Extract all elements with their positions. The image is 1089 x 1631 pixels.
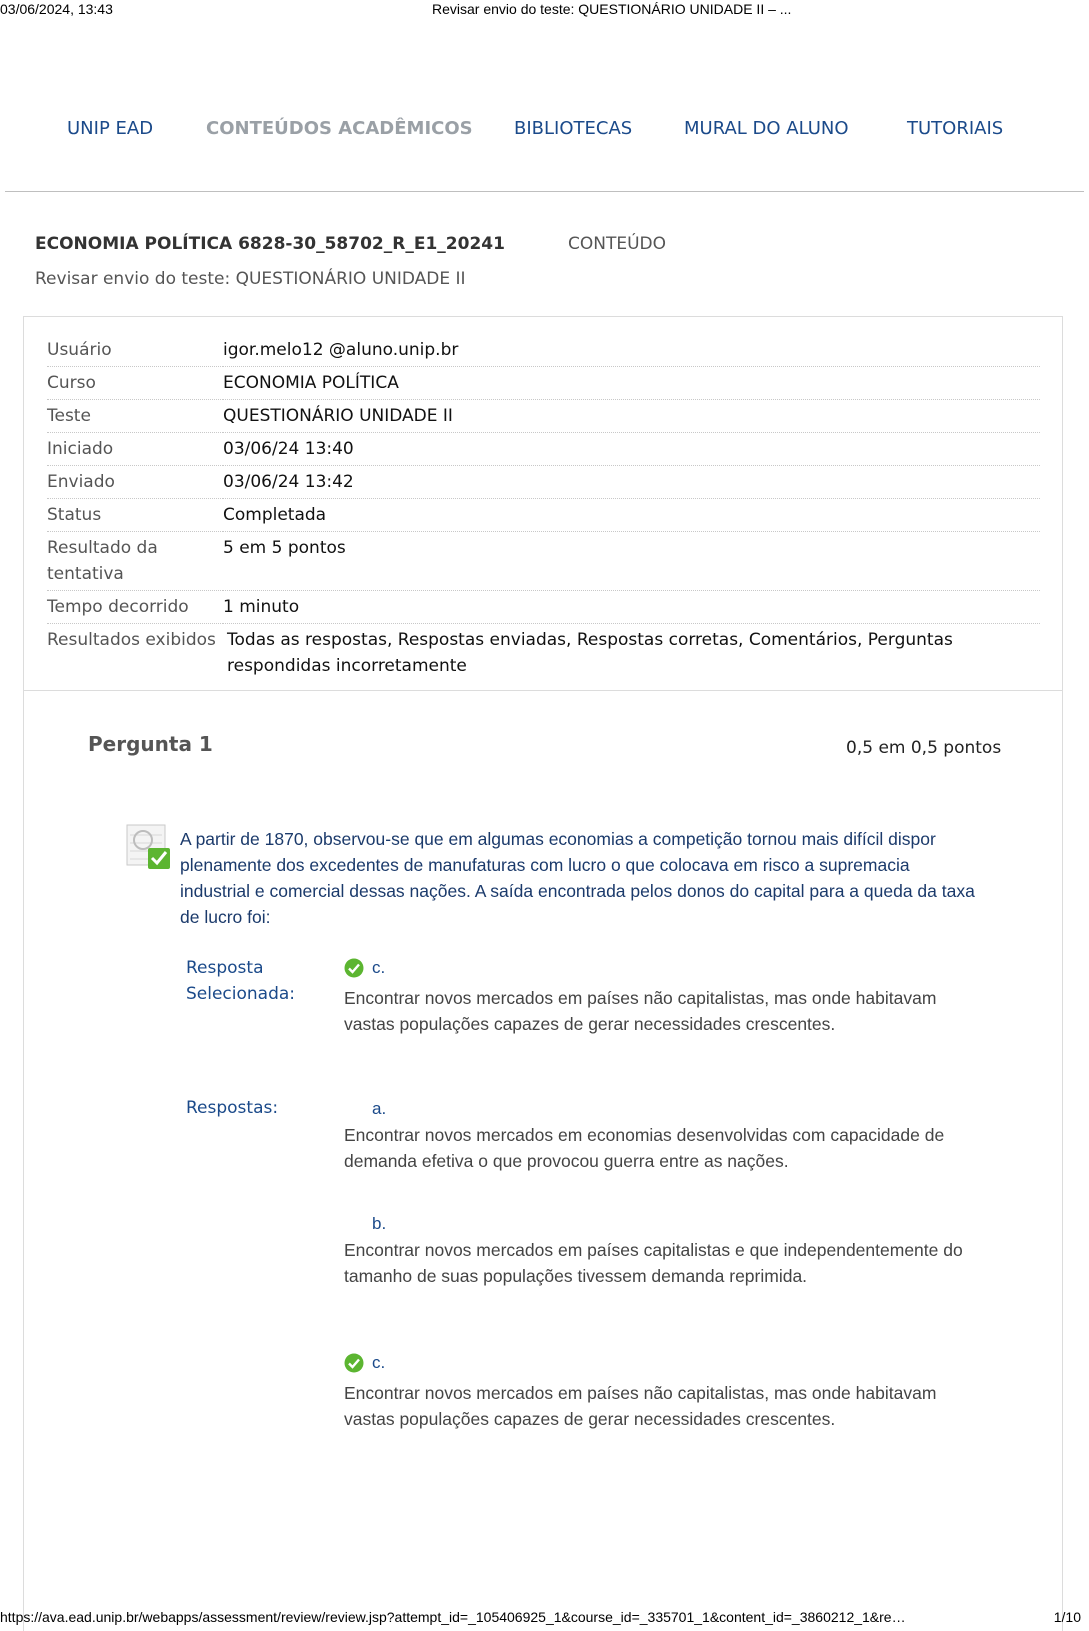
info-label: Tempo decorrido [47,591,223,624]
answer-text: Encontrar novos mercados em economias desenvolvidas com capacidade de demanda efetiva o que provocou guerra entre as nações. [344,1125,945,1171]
attempt-info-table [47,334,1040,682]
answers-label: Respostas: [186,1098,279,1118]
selected-answer-text: Encontrar novos mercados em países não capitalistas, mas onde habitavam vastas populações capazes de gerar necessidades crescentes. [344,988,937,1034]
nav-tutoriais[interactable]: TUTORIAIS [907,118,1004,139]
info-label: Resultados exibidos [47,630,216,650]
answer-option-c [344,1350,964,1432]
answer-option-b [344,1210,964,1289]
course-title-link[interactable]: ECONOMIA POLÍTICA 6828-30_58702_R_E1_20241 [35,234,505,254]
question-score: 0,5 em 0,5 pontos [846,738,1002,758]
info-row-tempo [47,591,1040,624]
nav-unip-ead[interactable]: UNIP EAD [67,118,154,139]
info-value: 03/06/24 13:40 [223,433,1040,466]
info-row-status [47,499,1040,532]
answer-option-a [344,1095,964,1174]
answer-letter: b. [372,1214,387,1233]
info-label: Resultado da tentativa [47,532,223,591]
answer-text: Encontrar novos mercados em países não capitalistas, mas onde habitavam vastas populações capazes de gerar necessidades crescentes. [344,1383,937,1429]
info-row-resultado [47,532,1040,591]
info-row-teste [47,400,1040,433]
answer-letter: c. [372,1353,386,1372]
nav-bibliotecas[interactable]: BIBLIOTECAS [514,118,633,139]
info-label: Usuário [47,334,223,367]
info-value: 5 em 5 pontos [223,532,1040,591]
info-label: Iniciado [47,433,223,466]
info-row-resultados-exibidos [47,624,1040,683]
info-row-curso [47,367,1040,400]
question-text: A partir de 1870, observou-se que em algumas economias a competição tornou mais difícil dispor plenamente dos excedentes de manufaturas com lucro o que colocava em risco a supremacia industrial e comercial dessas nações. A saída encontrada pelos donos do capital para a queda da taxa de lucro foi: [180,829,975,927]
print-page-number: 1/10 [1053,1609,1081,1625]
info-row-iniciado [47,433,1040,466]
print-datetime: 03/06/2024, 13:43 [0,1,113,17]
top-navigation [0,118,1089,148]
info-label: Teste [47,400,223,433]
info-value: Todas as respostas, Respostas enviadas, Respostas corretas, Comentários, Perguntas respondidas incorretamente [227,630,953,676]
info-value: 1 minuto [223,591,1040,624]
selected-answer-letter: c. [372,958,386,977]
correct-answer-icon [126,823,172,871]
page-subtitle: Revisar envio do teste: QUESTIONÁRIO UNIDADE II [35,269,466,289]
print-url: https://ava.ead.unip.br/webapps/assessment/review/review.jsp?attempt_id=_105406925_1&course_id=_335701_1&content_id=_3860212_1&re… [0,1609,906,1625]
info-value: igor.melo12 @aluno.unip.br [223,334,1040,367]
info-label: Status [47,499,223,532]
attempt-info-panel [23,316,1063,691]
info-label: Curso [47,367,223,400]
info-label: Enviado [47,466,223,499]
info-value: Completada [223,499,1040,532]
nav-conteudos-academicos[interactable]: CONTEÚDOS ACADÊMICOS [206,118,473,139]
green-check-icon [344,1353,364,1373]
green-check-icon [344,958,364,978]
selected-answer [344,955,964,1037]
question-title: Pergunta 1 [88,732,213,756]
answer-text: Encontrar novos mercados em países capitalistas e que independentemente do tamanho de suas populações tivessem demanda reprimida. [344,1240,963,1286]
info-value: 03/06/24 13:42 [223,466,1040,499]
info-value: ECONOMIA POLÍTICA [223,367,1040,400]
content-link[interactable]: CONTEÚDO [568,234,667,254]
info-row-usuario [47,334,1040,367]
info-value: QUESTIONÁRIO UNIDADE II [223,400,1040,433]
info-row-enviado [47,466,1040,499]
selected-answer-label: Resposta Selecionada: [186,958,296,1004]
print-page-title: Revisar envio do teste: QUESTIONÁRIO UNIDADE II – ... [432,1,792,17]
nav-divider [5,191,1084,192]
answer-letter: a. [372,1099,387,1118]
nav-mural-do-aluno[interactable]: MURAL DO ALUNO [684,118,849,139]
